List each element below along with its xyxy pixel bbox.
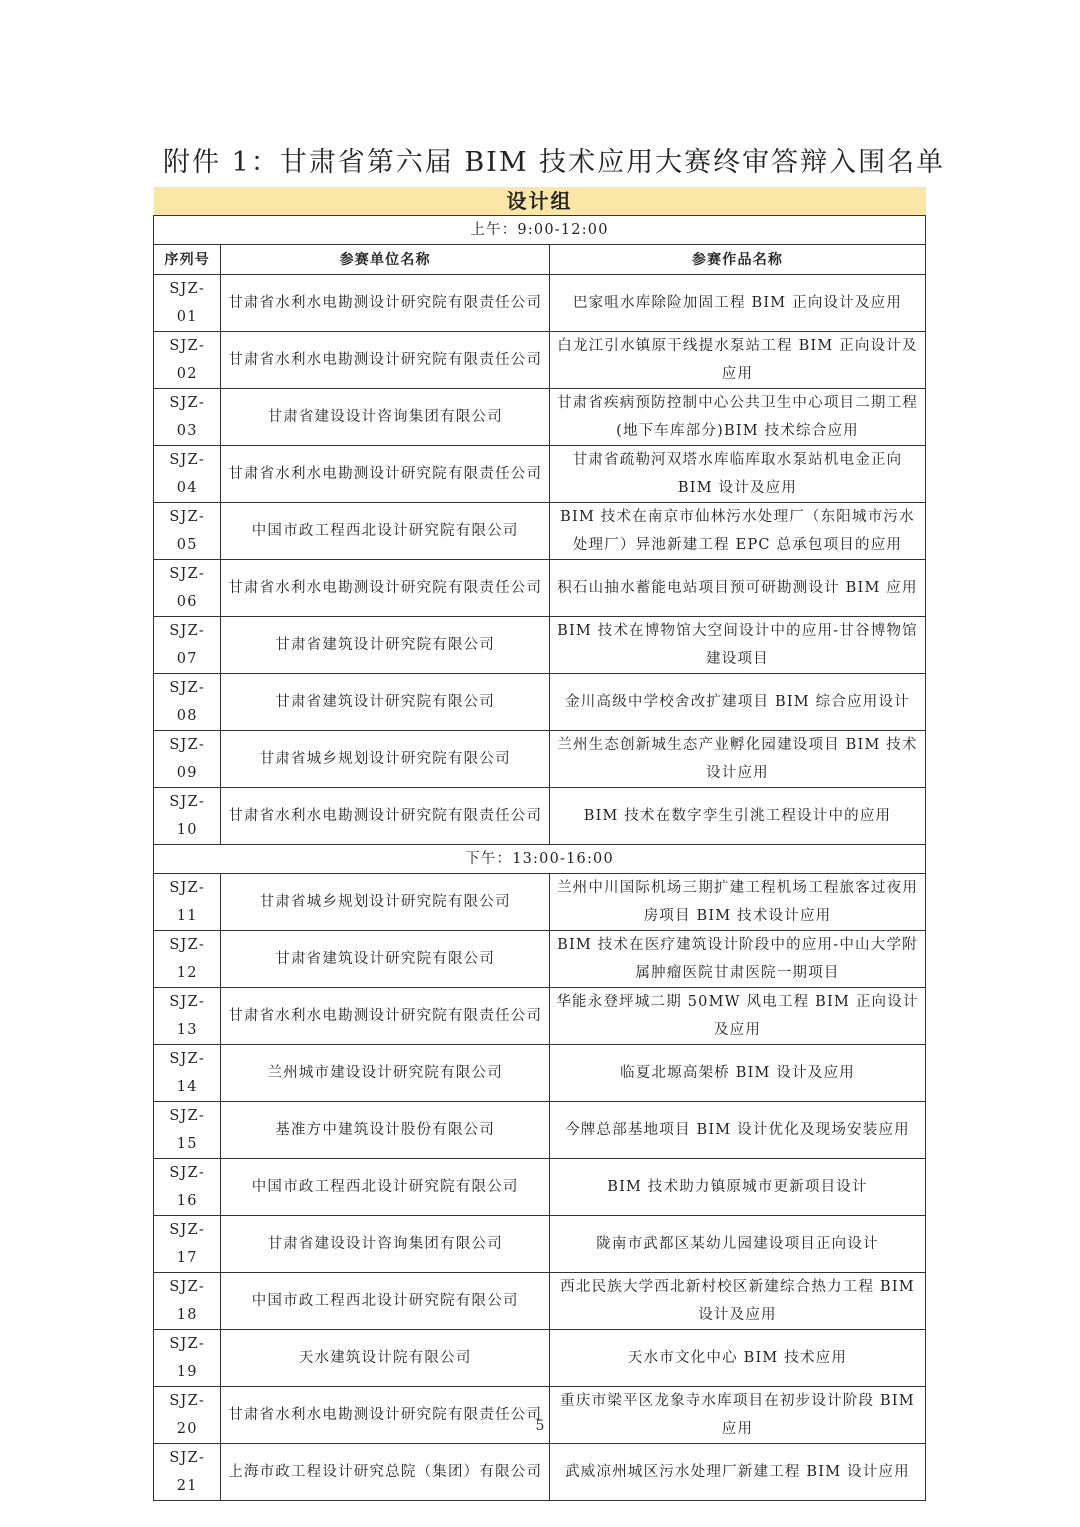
cell-seq: SJZ-07 xyxy=(154,617,221,674)
cell-seq: SJZ-21 xyxy=(154,1444,221,1501)
cell-seq: SJZ-17 xyxy=(154,1216,221,1273)
table-row xyxy=(154,1330,926,1387)
table-row xyxy=(154,931,926,988)
cell-work: 临夏北塬高架桥 BIM 设计及应用 xyxy=(549,1045,925,1102)
document-title: 附件 1：甘肃省第六届 BIM 技术应用大赛终审答辩入围名单 xyxy=(163,147,946,178)
cell-unit: 甘肃省城乡规划设计研究院有限公司 xyxy=(221,874,550,931)
cell-work: 武威凉州城区污水处理厂新建工程 BIM 设计应用 xyxy=(549,1444,925,1501)
cell-work: BIM 技术在博物馆大空间设计中的应用-甘谷博物馆建设项目 xyxy=(549,617,925,674)
cell-work: 西北民族大学西北新村校区新建综合热力工程 BIM 设计及应用 xyxy=(549,1273,925,1330)
cell-unit: 上海市政工程设计研究总院（集团）有限公司 xyxy=(221,1444,550,1501)
cell-unit: 甘肃省建筑设计研究院有限公司 xyxy=(221,617,550,674)
session-label: 下午：13:00-16:00 xyxy=(154,845,926,874)
cell-work: 重庆市梁平区龙象寺水库项目在初步设计阶段 BIM 应用 xyxy=(549,1387,925,1444)
table-row xyxy=(154,674,926,731)
cell-work: 积石山抽水蓄能电站项目预可研勘测设计 BIM 应用 xyxy=(549,560,925,617)
cell-seq: SJZ-08 xyxy=(154,674,221,731)
table-row xyxy=(154,1102,926,1159)
table-row xyxy=(154,988,926,1045)
table-row xyxy=(154,275,926,332)
cell-unit: 甘肃省水利水电勘测设计研究院有限责任公司 xyxy=(221,988,550,1045)
cell-work: 天水市文化中心 BIM 技术应用 xyxy=(549,1330,925,1387)
cell-work: 华能永登坪城二期 50MW 风电工程 BIM 正向设计及应用 xyxy=(549,988,925,1045)
cell-seq: SJZ-15 xyxy=(154,1102,221,1159)
cell-unit: 甘肃省建设设计咨询集团有限公司 xyxy=(221,1216,550,1273)
group-title: 设计组 xyxy=(154,187,926,216)
table-row xyxy=(154,874,926,931)
group-header-row xyxy=(154,187,926,216)
finalist-table xyxy=(153,187,926,1501)
cell-seq: SJZ-19 xyxy=(154,1330,221,1387)
column-header-unit: 参赛单位名称 xyxy=(221,245,550,275)
column-header-work: 参赛作品名称 xyxy=(549,245,925,275)
table-row xyxy=(154,446,926,503)
cell-unit: 甘肃省水利水电勘测设计研究院有限责任公司 xyxy=(221,560,550,617)
cell-work: 陇南市武都区某幼儿园建设项目正向设计 xyxy=(549,1216,925,1273)
table-row xyxy=(154,1159,926,1216)
table-row xyxy=(154,1273,926,1330)
cell-work: 巴家咀水库除险加固工程 BIM 正向设计及应用 xyxy=(549,275,925,332)
table-row xyxy=(154,1444,926,1501)
page-number: 5 xyxy=(535,1418,545,1434)
cell-work: 白龙江引水镇原干线提水泵站工程 BIM 正向设计及应用 xyxy=(549,332,925,389)
session-label: 上午：9:00-12:00 xyxy=(154,216,926,245)
cell-work: 兰州生态创新城生态产业孵化园建设项目 BIM 技术设计应用 xyxy=(549,731,925,788)
cell-work: 兰州中川国际机场三期扩建工程机场工程旅客过夜用房项目 BIM 技术设计应用 xyxy=(549,874,925,931)
column-header-seq: 序列号 xyxy=(154,245,221,275)
cell-seq: SJZ-18 xyxy=(154,1273,221,1330)
cell-unit: 兰州城市建设设计研究院有限公司 xyxy=(221,1045,550,1102)
cell-seq: SJZ-14 xyxy=(154,1045,221,1102)
cell-seq: SJZ-09 xyxy=(154,731,221,788)
cell-seq: SJZ-13 xyxy=(154,988,221,1045)
table-row xyxy=(154,731,926,788)
cell-unit: 基准方中建筑设计股份有限公司 xyxy=(221,1102,550,1159)
column-header-row xyxy=(154,245,926,275)
cell-seq: SJZ-10 xyxy=(154,788,221,845)
cell-work: BIM 技术在医疗建筑设计阶段中的应用-中山大学附属肿瘤医院甘肃医院一期项目 xyxy=(549,931,925,988)
table-row xyxy=(154,1045,926,1102)
cell-seq: SJZ-04 xyxy=(154,446,221,503)
cell-unit: 天水建筑设计院有限公司 xyxy=(221,1330,550,1387)
cell-unit: 甘肃省水利水电勘测设计研究院有限责任公司 xyxy=(221,275,550,332)
cell-unit: 甘肃省水利水电勘测设计研究院有限责任公司 xyxy=(221,1387,550,1444)
table-row xyxy=(154,788,926,845)
cell-seq: SJZ-02 xyxy=(154,332,221,389)
cell-work: BIM 技术助力镇原城市更新项目设计 xyxy=(549,1159,925,1216)
cell-work: 甘肃省疏勒河双塔水库临库取水泵站机电金正向 BIM 设计及应用 xyxy=(549,446,925,503)
cell-seq: SJZ-12 xyxy=(154,931,221,988)
cell-work: 甘肃省疾病预防控制中心公共卫生中心项目二期工程(地下车库部分)BIM 技术综合应用 xyxy=(549,389,925,446)
cell-seq: SJZ-01 xyxy=(154,275,221,332)
cell-work: BIM 技术在数字孪生引洮工程设计中的应用 xyxy=(549,788,925,845)
table-row xyxy=(154,332,926,389)
cell-unit: 甘肃省建设设计咨询集团有限公司 xyxy=(221,389,550,446)
cell-seq: SJZ-06 xyxy=(154,560,221,617)
cell-unit: 甘肃省建筑设计研究院有限公司 xyxy=(221,674,550,731)
table-row xyxy=(154,389,926,446)
table-row xyxy=(154,617,926,674)
table-row xyxy=(154,1216,926,1273)
cell-seq: SJZ-05 xyxy=(154,503,221,560)
cell-seq: SJZ-16 xyxy=(154,1159,221,1216)
cell-seq: SJZ-20 xyxy=(154,1387,221,1444)
cell-unit: 甘肃省水利水电勘测设计研究院有限责任公司 xyxy=(221,788,550,845)
cell-work: 金川高级中学校舍改扩建项目 BIM 综合应用设计 xyxy=(549,674,925,731)
table-row xyxy=(154,503,926,560)
cell-unit: 中国市政工程西北设计研究院有限公司 xyxy=(221,1159,550,1216)
cell-seq: SJZ-03 xyxy=(154,389,221,446)
finalist-table-wrapper xyxy=(153,187,926,1501)
cell-unit: 甘肃省建筑设计研究院有限公司 xyxy=(221,931,550,988)
cell-unit: 中国市政工程西北设计研究院有限公司 xyxy=(221,1273,550,1330)
cell-unit: 甘肃省水利水电勘测设计研究院有限责任公司 xyxy=(221,446,550,503)
cell-seq: SJZ-11 xyxy=(154,874,221,931)
table-row xyxy=(154,560,926,617)
cell-unit: 甘肃省城乡规划设计研究院有限公司 xyxy=(221,731,550,788)
session-row-afternoon xyxy=(154,845,926,874)
cell-work: BIM 技术在南京市仙林污水处理厂（东阳城市污水处理厂）异池新建工程 EPC 总承包项目的应用 xyxy=(549,503,925,560)
table-row xyxy=(154,1387,926,1444)
session-row-morning xyxy=(154,216,926,245)
cell-unit: 中国市政工程西北设计研究院有限公司 xyxy=(221,503,550,560)
cell-unit: 甘肃省水利水电勘测设计研究院有限责任公司 xyxy=(221,332,550,389)
cell-work: 今牌总部基地项目 BIM 设计优化及现场安装应用 xyxy=(549,1102,925,1159)
